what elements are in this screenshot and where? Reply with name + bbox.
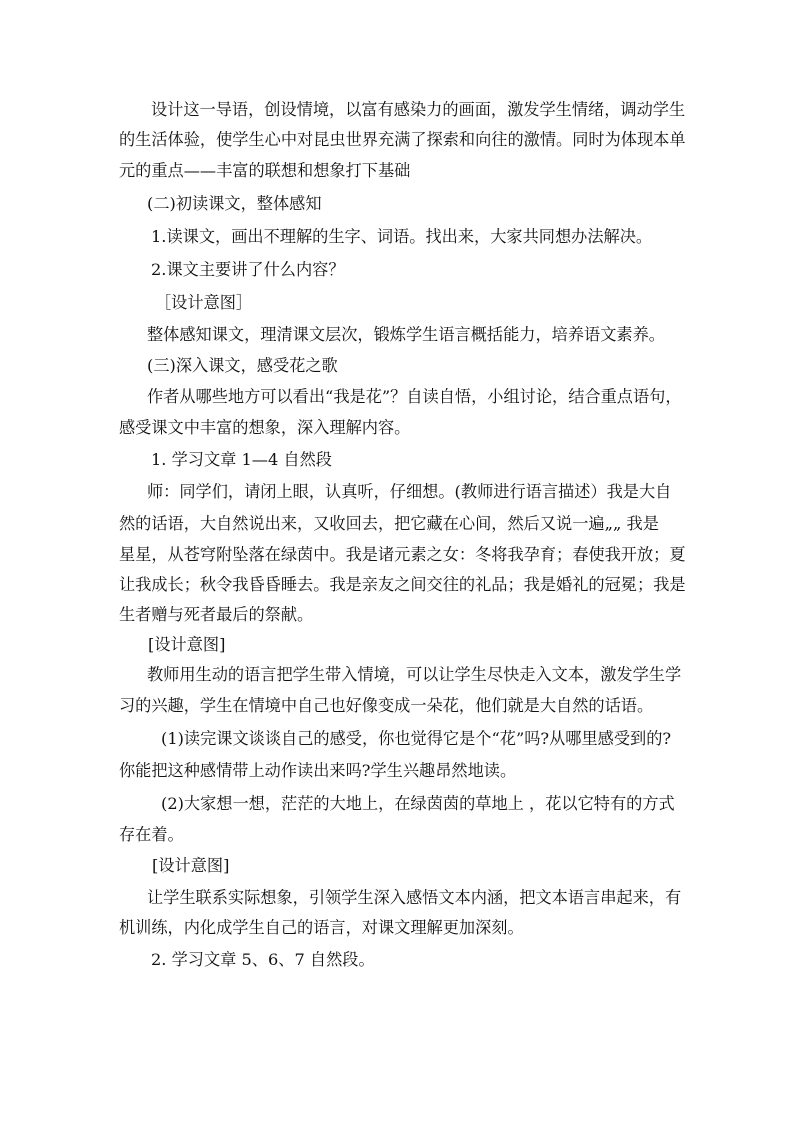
text-line: 整体感知课文，理清课文层次，锻炼学生语言概括能力，培养语文素养。 [147, 325, 665, 344]
design-intent-label: ［设计意图］ [155, 293, 253, 312]
design-intent-label: [设计意图] [148, 635, 226, 654]
text-line: 让我成长；秋令我昏昏睡去。我是亲友之间交往的礼品；我是婚礼的冠冕；我是 [119, 575, 686, 594]
text-line: 2.课文主要讲了什么内容？ [151, 260, 345, 279]
subsection-heading: 1. 学习文章 1—4 自然段 [151, 450, 332, 469]
subsection-heading: 2. 学习文章 5、6、7 自然段。 [151, 950, 375, 969]
text-line: 星星，从苍穹附坠落在绿茵中。我是诸元素之女：冬将我孕育；春使我开放；夏 [119, 545, 686, 564]
section-heading: (二)初读课文，整体感知 [147, 194, 322, 213]
text-line: 师：同学们，请闭上眼，认真听，仔细想。(教师进行语言描述）我是大自 [147, 482, 672, 501]
text-line: 设计这一导语，创设情境，以富有感染力的画面，激发学生情绪，调动学生 [151, 100, 686, 119]
text-line: 习的兴趣，学生在情境中自己也好像变成一朵花，他们就是大自然的话语。 [119, 696, 654, 715]
text-line: 你能把这种感情带上动作读出来吗?学生兴趣昂然地读。 [119, 761, 517, 780]
text-line: 生者赠与死者最后的祭献。 [119, 605, 314, 624]
text-line: 教师用生动的语言把学生带入情境，可以让学生尽快走入文本，激发学生学 [147, 665, 682, 684]
text-line: 让学生联系实际想象，引领学生深入感悟文本内涵，把文本语言串起来，有 [147, 888, 682, 907]
text-line: (2)大家想一想，茫茫的大地上，在绿茵茵的草地上 ，花以它特有的方式 [161, 794, 675, 813]
text-line: 作者从哪些地方可以看出“我是花”？自读自悟，小组讨论，结合重点语句， [147, 387, 682, 406]
text-line: (1)读完课文谈谈自己的感受，你也觉得它是个“花”吗?从哪里感受到的? [161, 729, 672, 748]
design-intent-label: [设计意图] [152, 856, 230, 875]
text-line: 元的重点——丰富的联想和想象打下基础 [119, 161, 411, 180]
text-line: 感受课文中丰富的想象，深入理解内容。 [119, 418, 411, 437]
text-line: 1.读课文，画出不理解的生字、词语。找出来，大家共同想办法解决。 [151, 227, 653, 246]
text-line: 机训练，内化成学生自己的语言，对课文理解更加深刻。 [119, 918, 524, 937]
section-heading: (三)深入课文，感受花之歌 [147, 356, 338, 375]
text-line: 存在着。 [119, 825, 184, 844]
text-line: 的生活体验，使学生心中对昆虫世界充满了探索和向往的激情。同时为体现本单 [119, 130, 686, 149]
text-line: 然的话语，大自然说出来，又收回去，把它藏在心间，然后又说一遍„„ 我是 [119, 514, 659, 533]
